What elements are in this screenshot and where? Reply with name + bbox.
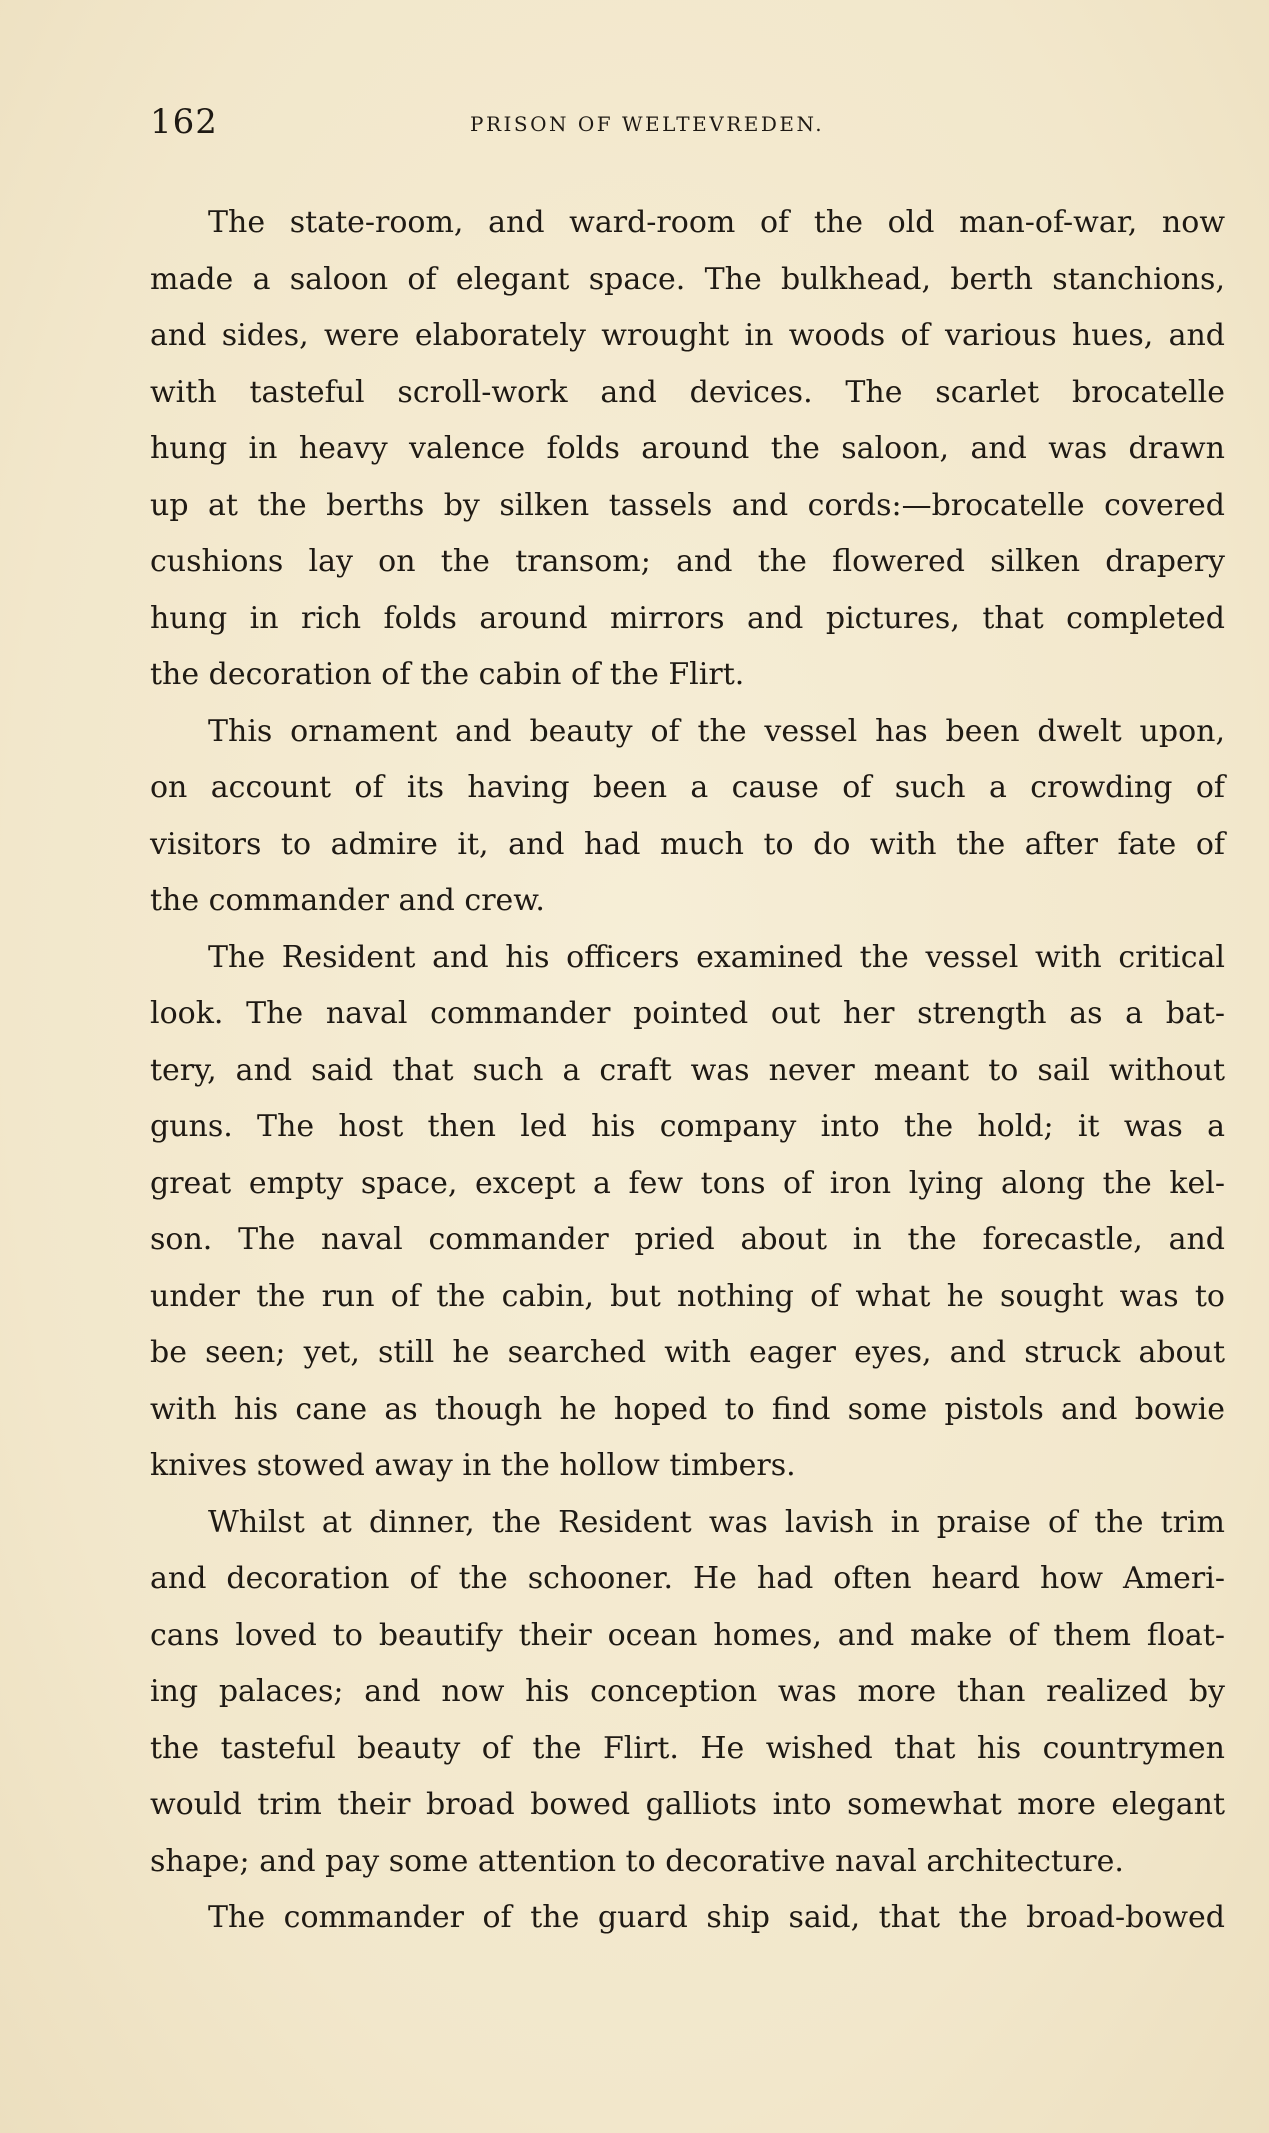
text-line: Whilst at dinner, the Resident was lavish in praise of the trim	[208, 1504, 1225, 1540]
text-line: would trim their broad bowed galliots into somewhat more elegant	[150, 1787, 1225, 1822]
paragraph	[150, 195, 1225, 704]
text-line: the commander and crew.	[150, 883, 545, 918]
text-line: under the run of the cabin, but nothing of what he sought was to	[150, 1278, 1225, 1314]
text-line: tery, and said that such a craft was never meant to sail without	[150, 1052, 1225, 1088]
text-line: ing palaces; and now his conception was more than realized by	[150, 1674, 1225, 1709]
text-line: The commander of the guard ship said, that the broad-bowed	[208, 1900, 1225, 1935]
text-line: hung in rich folds around mirrors and pictures, that completed	[150, 600, 1225, 636]
text-line: visitors to admire it, and had much to do with the after fate of	[150, 826, 1225, 862]
text-line: and decoration of the schooner. He had often heard how Ameri-	[150, 1561, 1225, 1596]
text-line: The state-room, and ward-room of the old man-of-war, now	[208, 205, 1225, 240]
text-line: hung in heavy valence folds around the saloon, and was drawn	[150, 431, 1225, 466]
body-text	[150, 195, 1225, 1947]
text-line: knives stowed away in the hollow timbers.	[150, 1448, 796, 1483]
page-number: 162	[150, 102, 218, 142]
text-line: the tasteful beauty of the Flirt. He wished that his countrymen	[150, 1730, 1225, 1766]
text-line: and sides, were elaborately wrought in woods of various hues, and	[150, 318, 1225, 353]
text-line: cushions lay on the transom; and the flowered silken drapery	[150, 544, 1225, 579]
text-line: guns. The host then led his company into the hold; it was a	[150, 1109, 1225, 1144]
text-line: with his cane as though he hoped to find some pistols and bowie	[150, 1391, 1225, 1427]
text-line: with tasteful scroll-work and devices. The scarlet brocatelle	[150, 374, 1225, 410]
text-line: shape; and pay some attention to decorative naval architecture.	[150, 1843, 1124, 1879]
paragraph	[150, 1890, 1225, 1947]
text-line: great empty space, except a few tons of iron lying along the kel-	[150, 1165, 1225, 1201]
text-line: This ornament and beauty of the vessel has been dwelt upon,	[208, 713, 1225, 749]
running-head: PRISON OF WELTEVREDEN.	[470, 112, 825, 136]
text-line: son. The naval commander pried about in the forecastle, and	[150, 1222, 1225, 1257]
text-line: on account of its having been a cause of such a crowding of	[150, 770, 1225, 805]
text-line: cans loved to beautify their ocean homes, and make of them float-	[150, 1617, 1225, 1653]
text-line: up at the berths by silken tassels and cords:—brocatelle covered	[150, 487, 1225, 523]
text-line: be seen; yet, still he searched with eager eyes, and struck about	[150, 1335, 1225, 1370]
text-line: made a saloon of elegant space. The bulkhead, berth stanchions,	[150, 261, 1225, 297]
paragraph	[150, 704, 1225, 930]
text-line: the decoration of the cabin of the Flirt.	[150, 657, 745, 692]
paragraph	[150, 1495, 1225, 1891]
text-line: The Resident and his officers examined the vessel with critical	[208, 939, 1225, 975]
text-line: look. The naval commander pointed out her strength as a bat-	[150, 996, 1225, 1031]
page-header	[150, 102, 1225, 152]
paragraph	[150, 930, 1225, 1495]
